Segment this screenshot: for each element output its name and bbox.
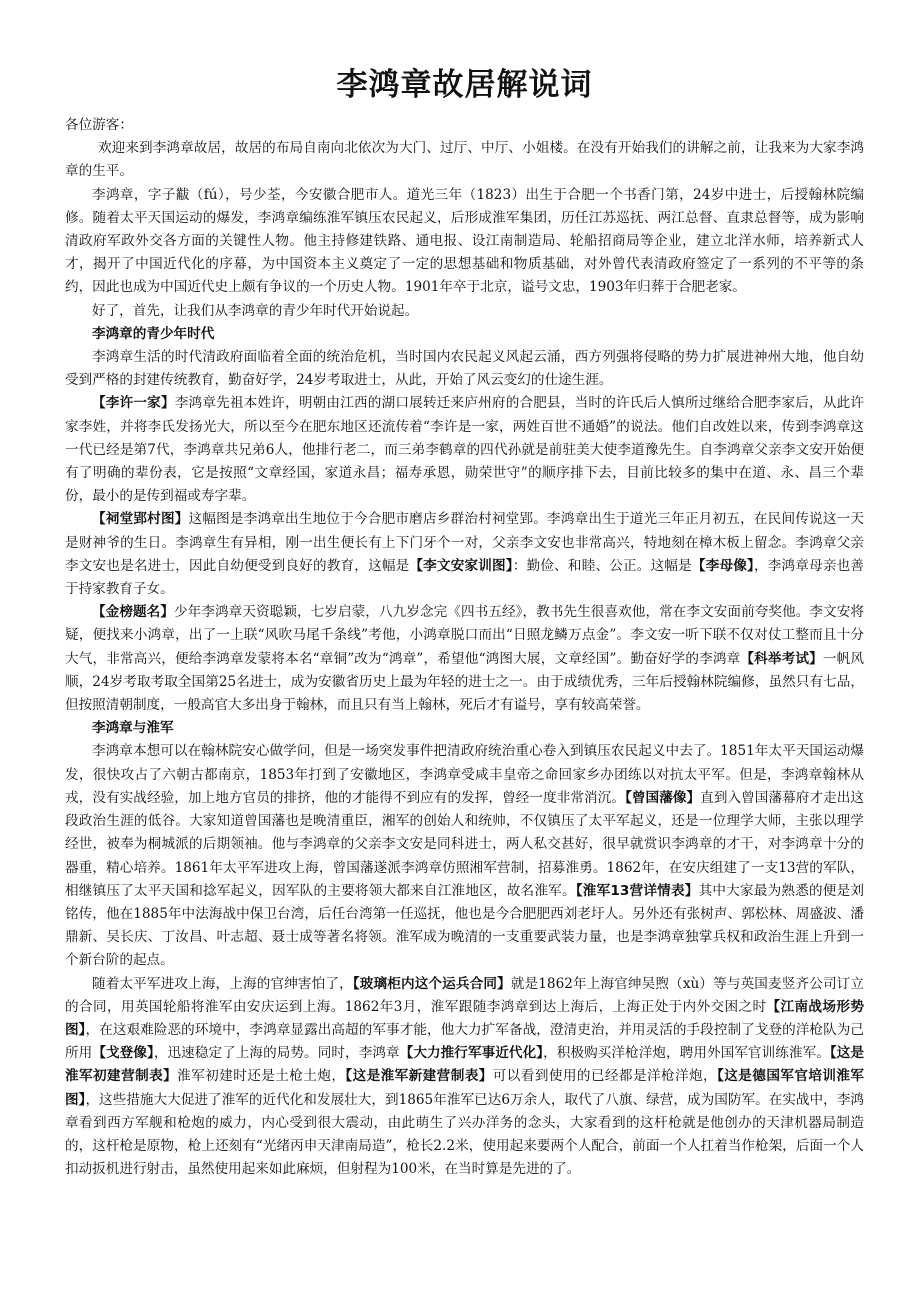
- caption-tag: 【李母像】: [691, 557, 754, 574]
- paragraph-text: 随着太平军进攻上海，上海的官绅害怕了，: [92, 975, 353, 992]
- paragraph-text: 一帆风顺，24岁考取考取全国第25名进士，成为安徽省历史上最为年轻的进士之一。由于成绩优秀，三年后授翰林院编修，虽然只有七品，但按照清朝制度，一般高官大多出身于翰林，而且只有当上翰林，死后才有谥号，享有较高荣誉。: [65, 650, 865, 714]
- paragraph-text: 少年李鸿章天资聪颖，七岁启蒙，八九岁念完《四书五经》，教书先生很喜欢他，常在李文安面前夸奖他。李文安将疑，便找来小鸿章，出了一上联“风吹马尾千条线”考他，小鸿章脱口而出“日照龙鳞万点金”。李文安一听下联不仅对仗工整而且十分大气，非常高兴，便给李鸿章发蒙将本名“章铜”改为“鸿章”，希望他“鸿图大展，文章经国”。勤奋好学的李鸿章: [65, 604, 865, 667]
- caption-tag: 【这是德国军官培训淮军图】: [65, 1068, 865, 1108]
- caption-tag: 【江南战场形势图】: [65, 998, 864, 1038]
- caption-tag: 【金榜题名】: [92, 604, 174, 621]
- paragraph-text: ，这些措施大大促进了淮军的近代化和发展壮大，到1865年淮军已达6万余人，取代了八旗、绿营，成为国防军。在实战中，李鸿章看到西方军舰和枪炮的威力，内心受到很大震动，由此萌生了兴办洋务的念头，大家看到的这杆枪就是他创办的天津机器局制造的，这杆枪是原物，枪上还刻有“光绪丙申天津南局造”，枪长2.2米，使用起来要两个人配合，前面一个人扛着当作枪架，后面一个人扣动扳机进行射击，虽然使用起来如此麻烦，但射程为100米，在当时算是先进的了。: [65, 1091, 864, 1178]
- paragraph-text: 就是1862年上海官绅吴煦（xù）等与英国麦竖齐公司订立的合同，用英国轮船将淮军由安庆运到上海。1862年3月，淮军跟随李鸿章到达上海后，上海正处于内外交困之时: [65, 975, 865, 1015]
- paragraph-text: 李鸿章本想可以在翰林院安心做学问，但是一场突发事件把清政府统治重心卷入到镇压农民起义中去了。1851年太平天国运动爆发，很快攻占了六朝古都南京，1853年打到了安徽地区，李鸿章受咸丰皇帝之命回家乡办团练以对抗太平军。但是，李鸿章翰林从戎，没有实战经验，加上地方官员的排挤，他的才能得不到应有的发挥，曾经一度非常消沉。: [65, 743, 864, 806]
- caption-tag: 【科举考试】: [740, 650, 823, 667]
- youth-paragraph-3: [65, 508, 864, 601]
- caption-tag: 【这是淮军新建营制表】: [345, 1068, 493, 1085]
- section-heading-huai-army: 李鸿章与淮军: [92, 720, 174, 737]
- salutation: 各位游客：: [65, 117, 133, 133]
- section-heading-youth: 李鸿章的青少年时代: [92, 325, 215, 342]
- caption-tag: 【李许一家】: [92, 395, 175, 412]
- youth-paragraph-4: [65, 601, 864, 717]
- paragraph-text: 可以看到使用的已经都是洋枪洋炮，: [492, 1068, 718, 1085]
- caption-tag: 【大力推行军事近代化】: [399, 1045, 544, 1062]
- paragraph-text: 其中大家最为熟悉的便是刘铭传，他在1885年中法海战中保卫台湾，后任台湾第一任巡抚，他也是今合肥肥西刘老圩人。另外还有张树声、郭松林、周盛波、潘鼎新、吴长庆、丁汝昌、叶志超、聂士成等著名将领。淮军成为晚清的一支重要武装力量，也是李鸿章独掌兵权和政治生涯上升到一个新台阶的起点。: [65, 882, 865, 969]
- intro-start: 好了，首先，让我们从李鸿章的青少年时代开始说起。: [92, 302, 419, 319]
- paragraph-text: 这幅图是李鸿章出生地位于今合肥市磨店乡群治村祠堂郢。李鸿章出生于道光三年正月初五，在民间传说这一天是财神爷的生日。李鸿章生有异相，刚一出生便长有上下门牙个一对，父亲李文安也非常高兴，特地刻在樟木板上留念。李鸿章父亲李文安也是名进士，因此自幼便受到良好的教育，这幅是: [65, 511, 865, 574]
- paragraph-text: ，迅速稳定了上海的局势。同时，李鸿章: [153, 1045, 400, 1062]
- caption-tag: 【曾国藩像】: [625, 789, 701, 806]
- paragraph-text: ：勤俭、和睦、公正。这幅是: [512, 557, 692, 574]
- paragraph-text: ，在这艰难险恶的环境中，李鸿章显露出高超的军事才能，他大力扩军备战，澄清吏治，并用灵活的手段控制了戈登的洋枪队为己所用: [65, 1021, 865, 1062]
- caption-tag: 【玻璃柜内这个运兵合同】: [352, 975, 511, 992]
- caption-tag: 【这是淮军初建营制表】: [65, 1045, 865, 1085]
- page-title: 李鸿章故居解说词: [336, 67, 593, 103]
- paragraph-text: 淮军初建时还是土枪土炮，: [177, 1068, 346, 1085]
- youth-paragraph-2: [65, 392, 864, 508]
- huai-paragraph-1: [65, 740, 864, 972]
- paragraph-text: ，积极购买洋枪洋炮，聘用外国军官训练淮军。: [543, 1045, 830, 1062]
- huai-paragraph-2: [65, 973, 864, 1182]
- paragraph-text: 直到入曾国藩幕府才走出这段政治生涯的低谷。大家知道曾国藩也是晚清重臣，湘军的创始人和统帅，不仅镇压了太平军起义，还是一位理学大师，主张以理学经世，被奉为桐城派的后期领袖。他与李鸿章的父亲李文安是同科进士，两人私交甚好，很早就赏识李鸿章的才干，对李鸿章十分的器重，精心培养。1861年太平军进攻上海，曾国藩遂派李鸿章仿照湘军营制，招募淮勇。1862年，在安庆组建了一支13营的军队，相继镇压了太平天国和捻军起义，因军队的主要将领大都来自江淮地区，故名淮军。: [65, 789, 865, 899]
- caption-tag: 【祠堂郢村图】: [92, 511, 189, 528]
- paragraph-text: ，李鸿章母亲也善于持家教育子女。: [65, 557, 865, 598]
- caption-tag: 【李文安家训图】: [409, 557, 513, 574]
- youth-paragraph-1: 李鸿章生活的时代清政府面临着全面的统治危机，当时国内农民起义风起云涌，西方列强将侵略的势力扩展进神州大地，他自幼受到严格的封建传统教育，勤奋好学，24岁考取进士，从此，开始了风云变幻的仕途生涯。: [65, 349, 864, 389]
- intro-bio: 李鸿章，字子黻（fú），号少荃，今安徽合肥市人。道光三年（1823）出生于合肥一个书香门第，24岁中进士，后授翰林院编修。随着太平天国运动的爆发，李鸿章编练淮军镇压农民起义，后形成淮军集团，历任江苏巡抚、两江总督、直隶总督等，成为影响清政府军政外交各方面的关键性人物。他主持修建铁路、通电报、设江南制造局、轮船招商局等企业，建立北洋水师，培养新式人才，揭开了中国近代化的序幕，为中国资本主义奠定了一定的思想基础和物质基础，对外曾代表清政府签定了一系列的不平等的条约，因此也成为中国近代史上颇有争议的一个历史人物。1901年卒于北京，谥号文忠，1903年归葬于合肥老家。: [65, 186, 864, 296]
- caption-tag: 【淮军13营详情表】: [575, 882, 699, 899]
- caption-tag: 【戈登像】: [92, 1045, 154, 1062]
- intro-welcome: 欢迎来到李鸿章故居，故居的布局自南向北依次为大门、过厅、中厅、小姐楼。在没有开始我们的讲解之前，让我来为大家李鸿章的生平。: [65, 140, 864, 180]
- paragraph-text: 李鸿章先祖本姓许，明朝由江西的湖口展转迁来庐州府的合肥县，当时的许氏后人慎所过继给合肥李家后，从此许家李姓，并将李氏发扬光大，所以至今在肥东地区还流传着“李许是一家，两姓百世不通婚”的说法。他们自改姓以来，传到李鸿章这一代已经是第7代，李鸿章共兄弟6人，他排行老二，而三弟李鹤章的四代孙就是前驻美大使李道豫先生。自李鸿章父亲李文安开始便有了明确的辈份表，它是按照“文章经国，家道永昌；福寿承恩，勋荣世守”的顺序排下去，目前比较多的集中在道、永、昌三个辈份，最小的是传到福或寿字辈。: [65, 395, 865, 505]
